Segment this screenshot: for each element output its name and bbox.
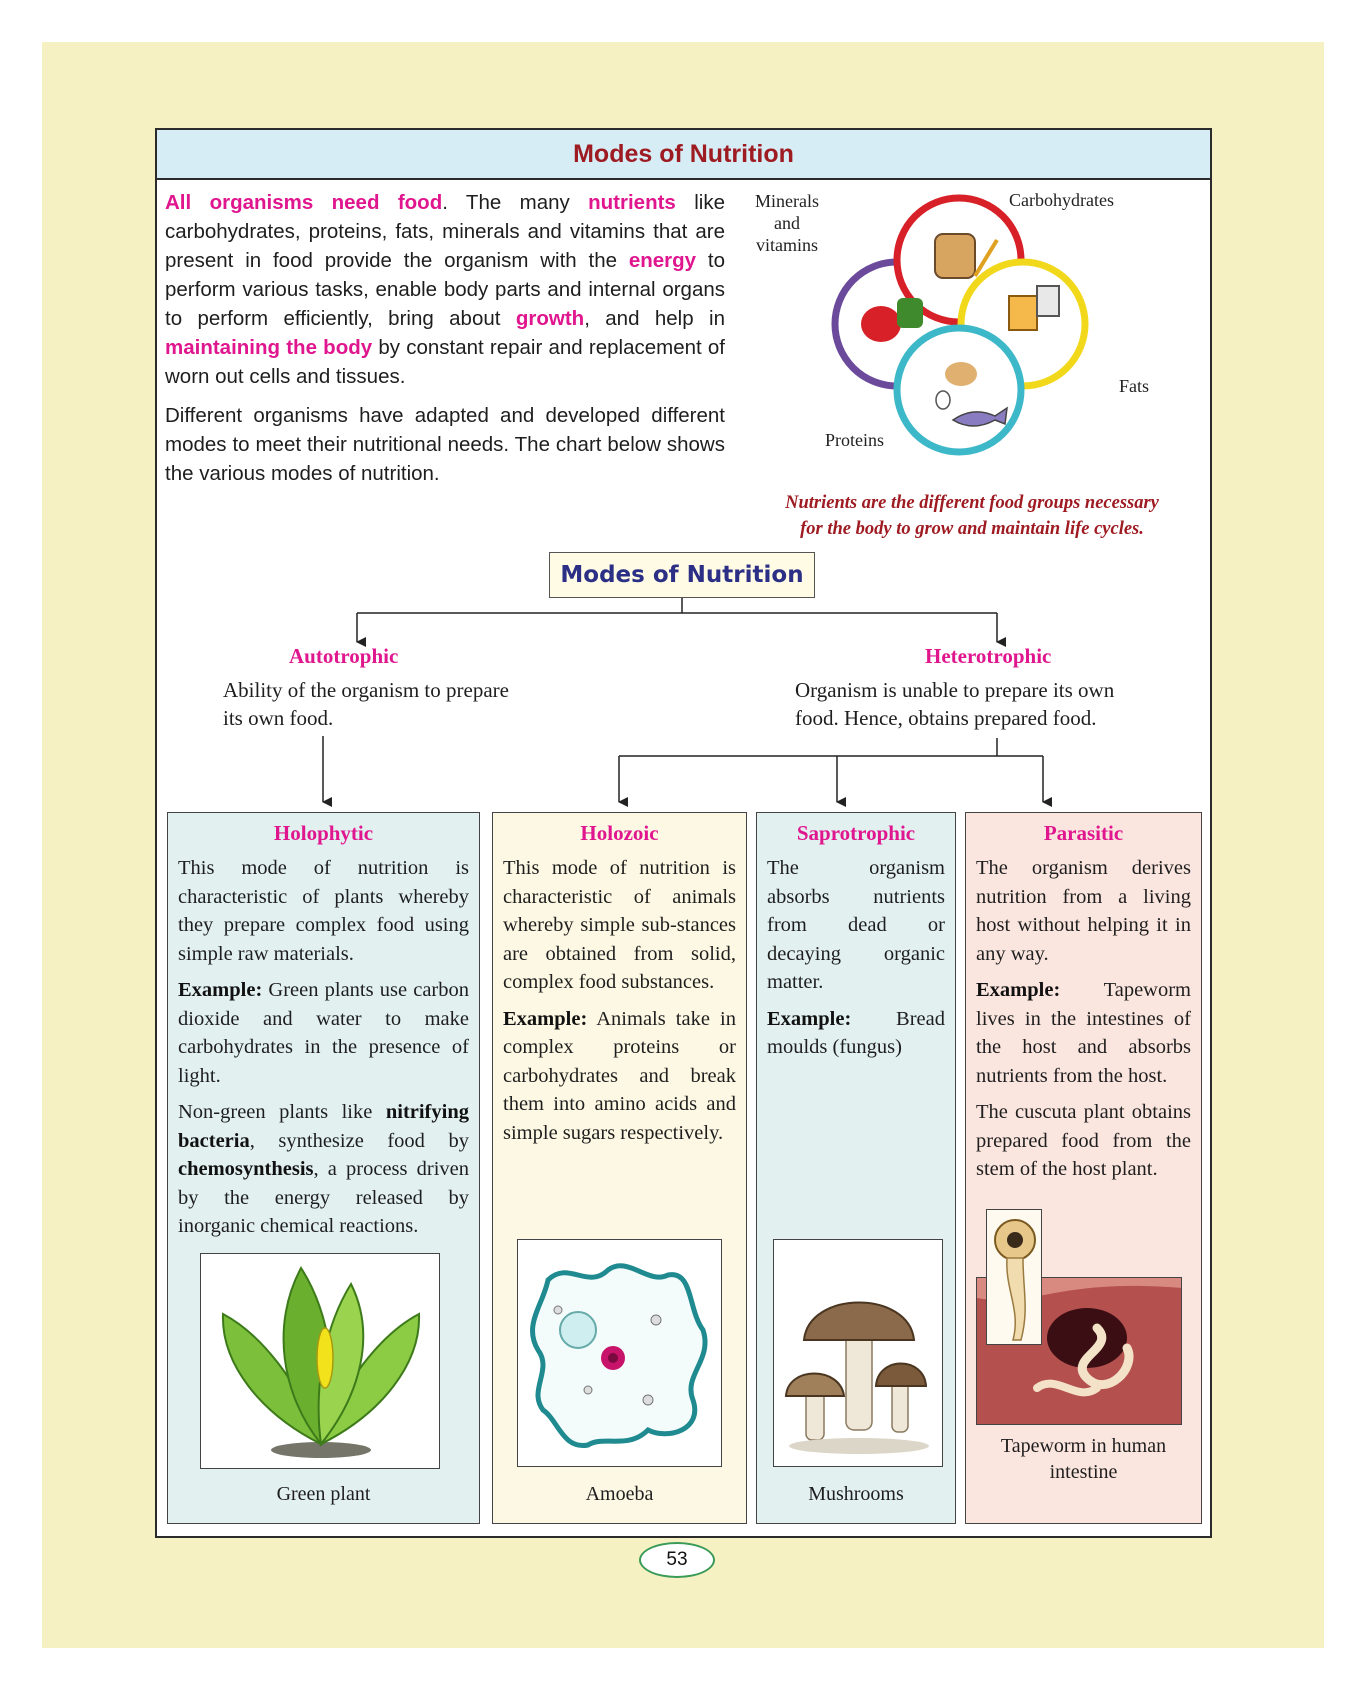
heterotrophic-description: Organism is unable to prepare its own food. Hence, obtains prepared food.: [795, 678, 1115, 730]
carbohydrates-label: Carbohydrates: [1009, 190, 1114, 210]
wheel-caption: Nutrients are the different food groups necessary for the body to grow and maintain life cycles.: [785, 493, 1159, 539]
green-plant-image: [200, 1253, 440, 1469]
holophytic-text: This mode of nutrition is characteristic of plants whereby they prepare complex food using simple raw materials. Example: Green plants use carbon dioxide and water to make carbohydrates in the presence of light. Non-green plants like nitrifying bacteria, synthesize food by chemosynthesis, a process driven by the energy released by inorganic chemical reactions.: [178, 857, 469, 1237]
fats-label: Fats: [1119, 376, 1150, 396]
heterotrophic-title: Heterotrophic: [925, 644, 1052, 668]
mushroom-icon: [774, 1240, 943, 1467]
holozoic-box: [492, 812, 747, 1524]
parasitic-title: Parasitic: [1043, 821, 1124, 845]
parasitic-text: The organism derives nutrition from a living host without helping it in any way. Example: Tapeworm lives in the intestines of the host and absorbs nutrients from the host. The cuscuta plant obtains prepared food from the stem of the host plant.: [976, 857, 1191, 1180]
content-panel: [155, 128, 1212, 1538]
holozoic-text: This mode of nutrition is characteristic of animals whereby simple sub-stances are obtained from solid, complex food substances. Example: Animals take in complex proteins or carbohydrates and break them into amino acids and simple sugars respectively.: [503, 857, 736, 1144]
tapeworm-icon: [987, 1210, 1042, 1345]
chart-title: Modes of Nutrition: [549, 552, 815, 598]
page-number: 53: [639, 1542, 715, 1578]
green-plant-label: Green plant: [276, 1483, 371, 1505]
amoeba-label: Amoeba: [585, 1483, 654, 1505]
page-title: Modes of Nutrition: [157, 130, 1210, 180]
mushrooms-image: [773, 1239, 943, 1467]
tapeworm-head-inset: [986, 1209, 1042, 1345]
tapeworm-label: Tapeworm in human intestine: [1000, 1435, 1167, 1483]
holophytic-title: Holophytic: [273, 821, 374, 845]
saprotrophic-text: The organism absorbs nutrients from dead or decaying organic matter. Example: Bread moulds (fungus): [767, 857, 945, 1058]
plant-icon: [201, 1254, 440, 1469]
autotrophic-title: Autotrophic: [289, 644, 399, 668]
autotrophic-description: Ability of the organism to prepare its own food.: [223, 678, 509, 730]
amoeba-image: [517, 1239, 722, 1467]
intro-paragraph-2: Different organisms have adapted and developed different modes to meet their nutritional needs. The chart below shows the various modes of nutrition.: [165, 404, 725, 485]
saprotrophic-box: [756, 812, 956, 1524]
intro-paragraph-1: All organisms need food. The many nutrients like carbohydrates, proteins, fats, minerals and vitamins that are present in food provide the organism with the energy to perform various tasks, enable body parts and internal organs to perform efficiently, bring about growth, and help in maintaining the body by constant repair and replacement of worn out cells and tissues.: [165, 191, 726, 388]
holophytic-box: [167, 812, 480, 1524]
parasitic-box: [965, 812, 1202, 1524]
amoeba-icon: [518, 1240, 722, 1467]
saprotrophic-title: Saprotrophic: [796, 821, 916, 845]
holozoic-title: Holozoic: [580, 821, 659, 845]
proteins-label: Proteins: [825, 430, 885, 450]
minerals-label: Minerals and vitamins: [755, 191, 819, 255]
mushrooms-label: Mushrooms: [808, 1483, 904, 1505]
